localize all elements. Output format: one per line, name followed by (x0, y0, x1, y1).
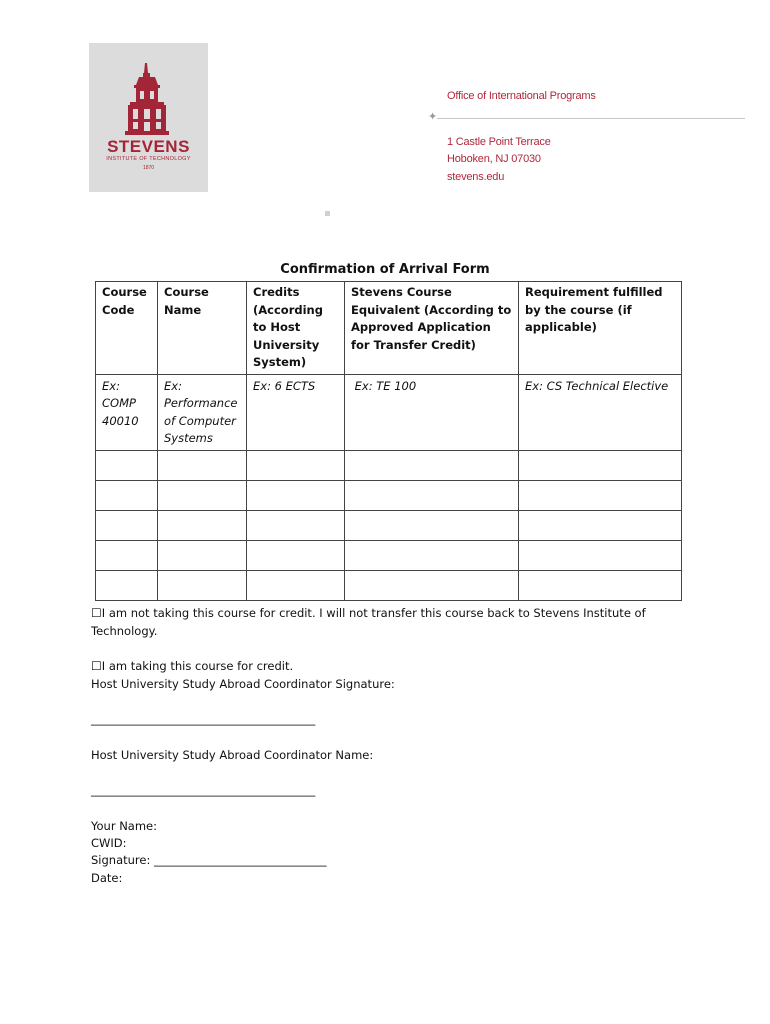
credit-text: I am taking this course for credit. (101, 659, 294, 673)
form-title: Confirmation of Arrival Form (280, 262, 490, 277)
credit-statement (91, 658, 293, 676)
stevens-logo (89, 43, 208, 192)
table-header-row (96, 282, 682, 375)
example-stevens-equivalent: Ex: TE 100 (345, 374, 519, 450)
course-code-cell[interactable] (96, 480, 158, 510)
office-name: Office of International Programs (447, 90, 596, 102)
coordinator-signature-label: Host University Study Abroad Coordinator Signature: (91, 677, 395, 691)
stevens-equivalent-cell[interactable] (345, 480, 519, 510)
table-row (96, 540, 682, 570)
your-name-label: Your Name: (91, 819, 158, 833)
credits-cell[interactable] (247, 510, 345, 540)
requirement-cell[interactable] (519, 450, 682, 480)
header-stevens-equivalent: Stevens Course Equivalent (According to Approved Application for Transfer Credit) (345, 282, 519, 375)
requirement-cell[interactable] (519, 510, 682, 540)
credit-checkbox[interactable]: ☐ (91, 659, 102, 673)
course-name-cell[interactable] (158, 450, 247, 480)
not-credit-text-line2: Technology. (91, 624, 158, 638)
not-credit-statement (91, 605, 646, 623)
street-address: 1 Castle Point Terrace (447, 136, 551, 148)
requirement-cell[interactable] (519, 540, 682, 570)
not-credit-text-line1: I am not taking this course for credit. I will not transfer this course back to Stevens Institute of (101, 606, 646, 620)
credits-cell[interactable] (247, 480, 345, 510)
course-table (95, 281, 682, 601)
credits-cell[interactable] (247, 450, 345, 480)
example-credits: Ex: 6 ECTS (247, 374, 345, 450)
course-name-cell[interactable] (158, 510, 247, 540)
example-course-name: Ex: Performance of Computer Systems (158, 374, 247, 450)
course-code-cell[interactable] (96, 570, 158, 600)
course-name-cell[interactable] (158, 480, 247, 510)
header-course-name: Course Name (158, 282, 247, 375)
coordinator-name-label: Host University Study Abroad Coordinator Name: (91, 748, 374, 762)
table-row (96, 510, 682, 540)
course-code-cell[interactable] (96, 450, 158, 480)
logo-wordmark: STEVENS (107, 137, 190, 156)
header-divider (437, 118, 745, 119)
coordinator-signature-field[interactable]: _______________________________________ (91, 712, 316, 726)
table-row (96, 480, 682, 510)
course-code-cell[interactable] (96, 510, 158, 540)
table-row (96, 570, 682, 600)
requirement-cell[interactable] (519, 570, 682, 600)
example-requirement: Ex: CS Technical Elective (519, 374, 682, 450)
logo-subtitle: INSTITUTE OF TECHNOLOGY (106, 156, 191, 162)
stevens-equivalent-cell[interactable] (345, 510, 519, 540)
logo-year: 1870 (142, 165, 155, 171)
website-link[interactable]: stevens.edu (447, 171, 505, 183)
coordinator-name-field[interactable]: _______________________________________ (91, 783, 316, 797)
divider-star-icon: ✦ (428, 110, 438, 123)
signature-field[interactable]: Signature: ______________________________ (91, 853, 327, 867)
course-code-cell[interactable] (96, 540, 158, 570)
header-course-code: Course Code (96, 282, 158, 375)
city-address: Hoboken, NJ 07030 (447, 153, 541, 165)
date-label: Date: (91, 871, 123, 885)
course-name-cell[interactable] (158, 540, 247, 570)
course-name-cell[interactable] (158, 570, 247, 600)
stevens-equivalent-cell[interactable] (345, 570, 519, 600)
not-credit-checkbox[interactable]: ☐ (91, 606, 102, 620)
example-course-code: Ex: COMP 40010 (96, 374, 158, 450)
castle-tower-icon (125, 63, 171, 135)
cwid-label: CWID: (91, 836, 127, 850)
credits-cell[interactable] (247, 570, 345, 600)
decorative-mark (325, 211, 330, 216)
stevens-equivalent-cell[interactable] (345, 540, 519, 570)
table-example-row (96, 374, 682, 450)
header-credits: Credits (According to Host University System) (247, 282, 345, 375)
requirement-cell[interactable] (519, 480, 682, 510)
table-row (96, 450, 682, 480)
stevens-equivalent-cell[interactable] (345, 450, 519, 480)
header-requirement: Requirement fulfilled by the course (if applicable) (519, 282, 682, 375)
credits-cell[interactable] (247, 540, 345, 570)
